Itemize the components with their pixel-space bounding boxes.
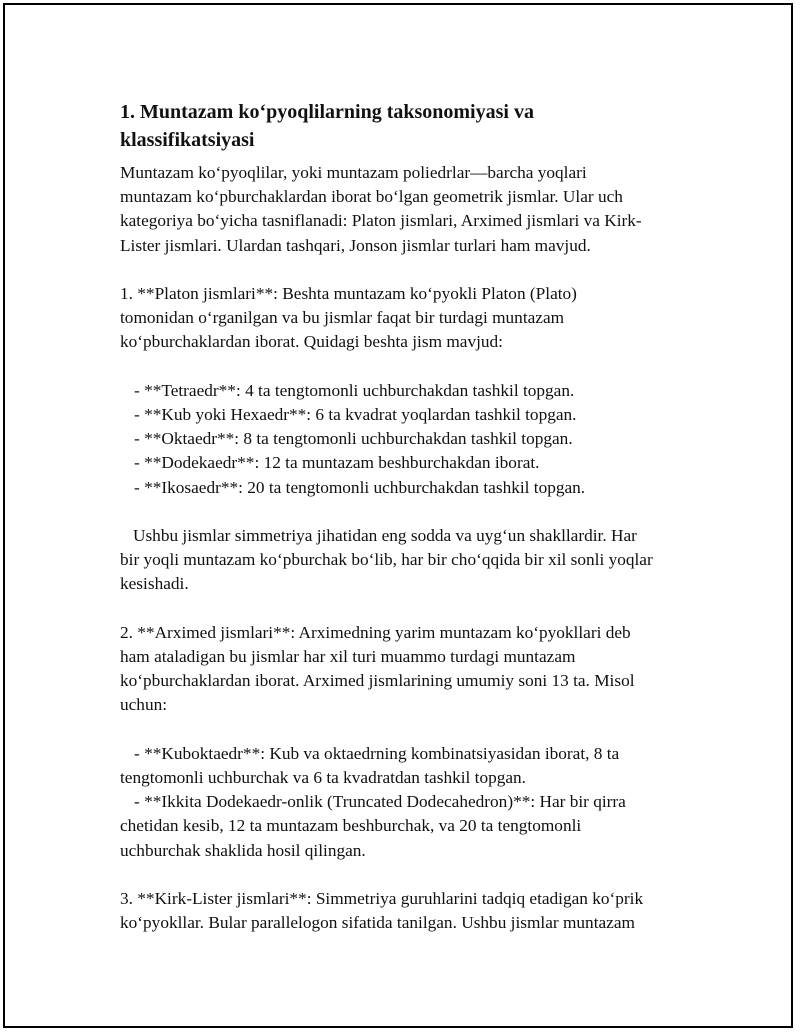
list-item: - **Ikkita Dodekaedr-onlik (Truncated Dodecahedron)**: Har bir qirra	[134, 792, 626, 812]
text-line: kesishadi.	[120, 574, 189, 594]
text-line: Ushbu jismlar simmetriya jihatidan eng sodda va uyg‘un shakllardir. Har	[120, 526, 637, 545]
section-heading	[120, 98, 700, 154]
list-item: - **Oktaedr**: 8 ta tengtomonli uchburchakdan tashkil topgan.	[134, 429, 573, 449]
heading-line: 1. Muntazam ko‘pyoqlilarning taksonomiyasi va	[120, 101, 534, 123]
text-line: 1. **Platon jismlari**: Beshta muntazam ko‘pyokli Platon (Plato)	[120, 284, 577, 303]
text-line: bir yoqli muntazam ko‘pburchak bo‘lib, har bir cho‘qqida bir xil sonli yoqlar	[120, 550, 653, 570]
heading-line: klassifikatsiyasi	[120, 129, 255, 151]
list-item: - **Kuboktaedr**: Kub va oktaedrning kombinatsiyasidan iborat, 8 ta	[134, 743, 620, 763]
paragraph-gap	[120, 500, 700, 524]
text-line: Lister jismlari. Ulardan tashqari, Jonson jismlar turlari ham mavjud.	[120, 235, 591, 255]
document-body	[120, 98, 700, 935]
list-item: - **Tetraedr**: 4 ta tengtomonli uchburchakdan tashkil topgan.	[134, 380, 575, 400]
text-line: 3. **Kirk-Lister jismlari**: Simmetriya guruhlarini tadqiq etadigan ko‘prik	[120, 889, 644, 908]
kirk-lister-section	[120, 887, 700, 935]
text-line: muntazam ko‘pburchaklardan iborat bo‘lgan geometrik jismlar. Ular uch	[120, 187, 623, 207]
paragraph-gap	[120, 718, 700, 742]
paragraph-gap	[120, 258, 700, 282]
paragraph-gap	[120, 597, 700, 621]
list-item-continuation: tengtomonli uchburchak va 6 ta kvadratdan tashkil topgan.	[120, 768, 526, 787]
list-item: - **Ikosaedr**: 20 ta tengtomonli uchburchakdan tashkil topgan.	[134, 477, 586, 497]
document-page	[3, 3, 793, 1028]
intro-paragraph	[120, 161, 700, 258]
text-line: Muntazam ko‘pyoqlilar, yoki muntazam poliedrlar—barcha yoqlari	[120, 163, 587, 182]
text-line: uchun:	[120, 695, 168, 715]
arximed-section	[120, 621, 700, 863]
list-item-continuation: uchburchak shaklida hosil qilingan.	[120, 840, 366, 860]
text-line: ko‘pburchaklardan iborat. Quidagi beshta jism mavjud:	[120, 332, 503, 352]
paragraph-gap	[120, 863, 700, 887]
list-item: - **Kub yoki Hexaedr**: 6 ta kvadrat yoqlardan tashkil topgan.	[134, 405, 577, 424]
platon-section	[120, 282, 700, 597]
paragraph-gap	[120, 355, 700, 379]
text-line: ko‘pburchaklardan iborat. Arximed jismlarining umumiy soni 13 ta. Misol	[120, 671, 635, 691]
text-line: tomonidan o‘rganilgan va bu jismlar faqat bir turdagi muntazam	[120, 308, 565, 328]
text-line: ko‘pyokllar. Bular parallelogon sifatida tanilgan. Ushbu jismlar muntazam	[120, 913, 635, 933]
text-line: ham ataladigan bu jismlar har xil turi muammo turdagi muntazam	[120, 647, 576, 666]
list-item: - **Dodekaedr**: 12 ta muntazam beshburchakdan iborat.	[134, 453, 540, 473]
text-line: 2. **Arximed jismlari**: Arximedning yarim muntazam ko‘pyokllari deb	[120, 622, 631, 642]
text-line: kategoriya bo‘yicha tasniflanadi: Platon jismlari, Arximed jismlari va Kirk-	[120, 211, 642, 231]
list-item-continuation: chetidan kesib, 12 ta muntazam beshburchak, va 20 ta tengtomonli	[120, 816, 582, 836]
